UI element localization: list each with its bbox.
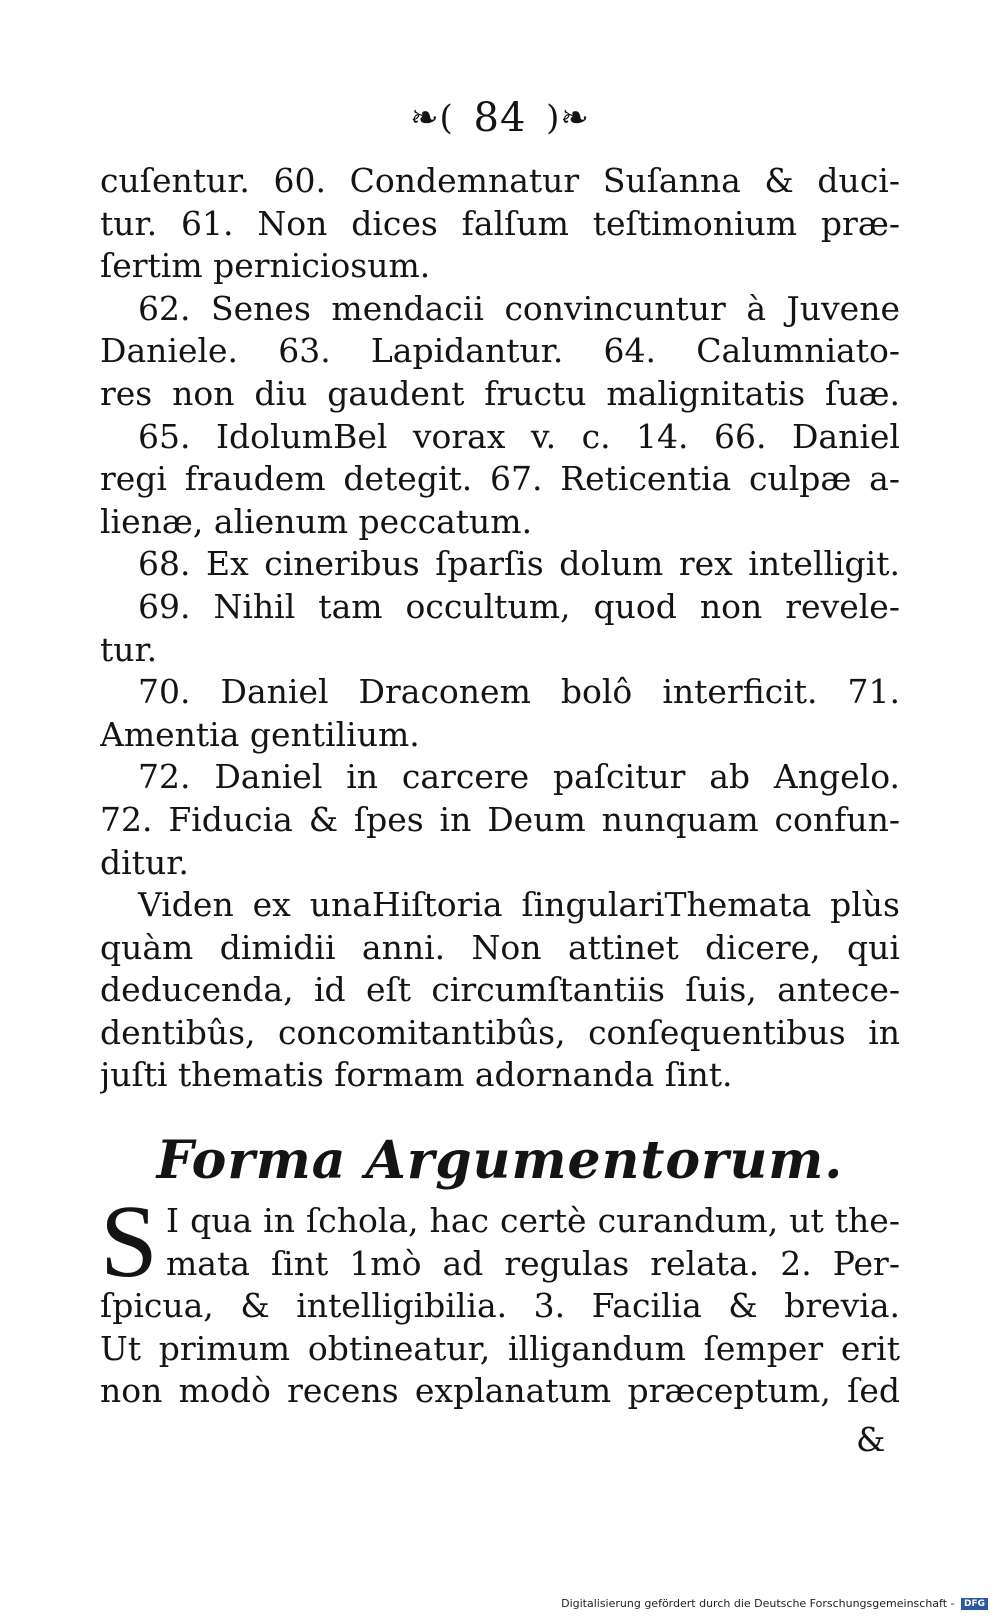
drop-cap: S	[100, 1184, 158, 1299]
text-line: dentibûs, concomitantibûs, conſequentibus in	[100, 1012, 900, 1052]
text-line: ſertim perniciosum.	[100, 246, 431, 286]
text-line: cuſentur. 60. Condemnatur Suſanna & duci-	[100, 161, 900, 200]
text-line: mata ſint 1mò ad regulas relata. 2. Per-	[166, 1243, 900, 1283]
text-line: 72. Daniel in carcere paſcitur ab Angelo.	[138, 757, 900, 797]
page-header	[0, 92, 1000, 141]
text-line: res non diu gaudent fructu malignitatis ſuæ.	[100, 373, 900, 413]
text-line: 72. Fiducia & ſpes in Deum nunquam confun-	[100, 799, 900, 839]
text-line: juſti thematis formam adornanda ſint.	[100, 1055, 733, 1095]
text-line: ſpicua, & intelligibilia. 3. Facilia & brevia.	[100, 1286, 900, 1326]
text-line: Ut primum obtineatur, illigandum ſemper erit	[100, 1328, 900, 1368]
text-line: Viden ex unaHiſtoria ſingulariThemata plùs	[138, 885, 900, 925]
section-heading: Forma Argumentorum.	[156, 1130, 844, 1191]
text-line: non modò recens explanatum præceptum, ſed	[100, 1371, 900, 1411]
dfg-logo-icon: DFG	[961, 1598, 988, 1610]
left-ornament-icon: ❧(	[410, 98, 454, 138]
footer-text: Digitalisierung gefördert durch die Deutsche Forschungsgemeinschaft -	[561, 1597, 955, 1610]
text-line: tur.	[100, 629, 158, 669]
text-line: deducenda, id eſt circumſtantiis ſuis, antece-	[100, 970, 900, 1010]
text-line: 70. Daniel Draconem bolô interficit. 71.	[138, 672, 900, 712]
text-line: Amentia gentilium.	[100, 714, 420, 754]
text-line: 62. Senes mendacii convincuntur à Juvene	[138, 288, 900, 328]
text-line: I qua in ſchola, hac certè curandum, ut the-	[166, 1201, 900, 1240]
text-line: quàm dimidii anni. Non attinet dicere, qui	[100, 927, 900, 967]
digitization-footer	[561, 1597, 988, 1610]
text-line: regi fraudem detegit. 67. Reticentia culpæ a-	[100, 459, 900, 499]
catchword: &	[856, 1420, 886, 1459]
body-text	[100, 160, 900, 1097]
text-line: lienæ, alienum peccatum.	[100, 501, 533, 541]
right-ornament-icon: )❧	[546, 98, 590, 138]
text-line: 69. Nihil tam occultum, quod non revele-	[138, 586, 900, 626]
page-number: 84	[473, 95, 527, 141]
text-line: 68. Ex cineribus ſparſis dolum rex intelligit.	[138, 544, 900, 584]
text-line: ditur.	[100, 842, 189, 882]
section-text	[100, 1184, 900, 1413]
text-line: tur. 61. Non dices falſum teſtimonium præ-	[100, 203, 900, 243]
text-line: 65. IdolumBel vorax v. c. 14. 66. Daniel	[138, 416, 900, 456]
text-line: Daniele. 63. Lapidantur. 64. Calumniato-	[100, 331, 900, 371]
